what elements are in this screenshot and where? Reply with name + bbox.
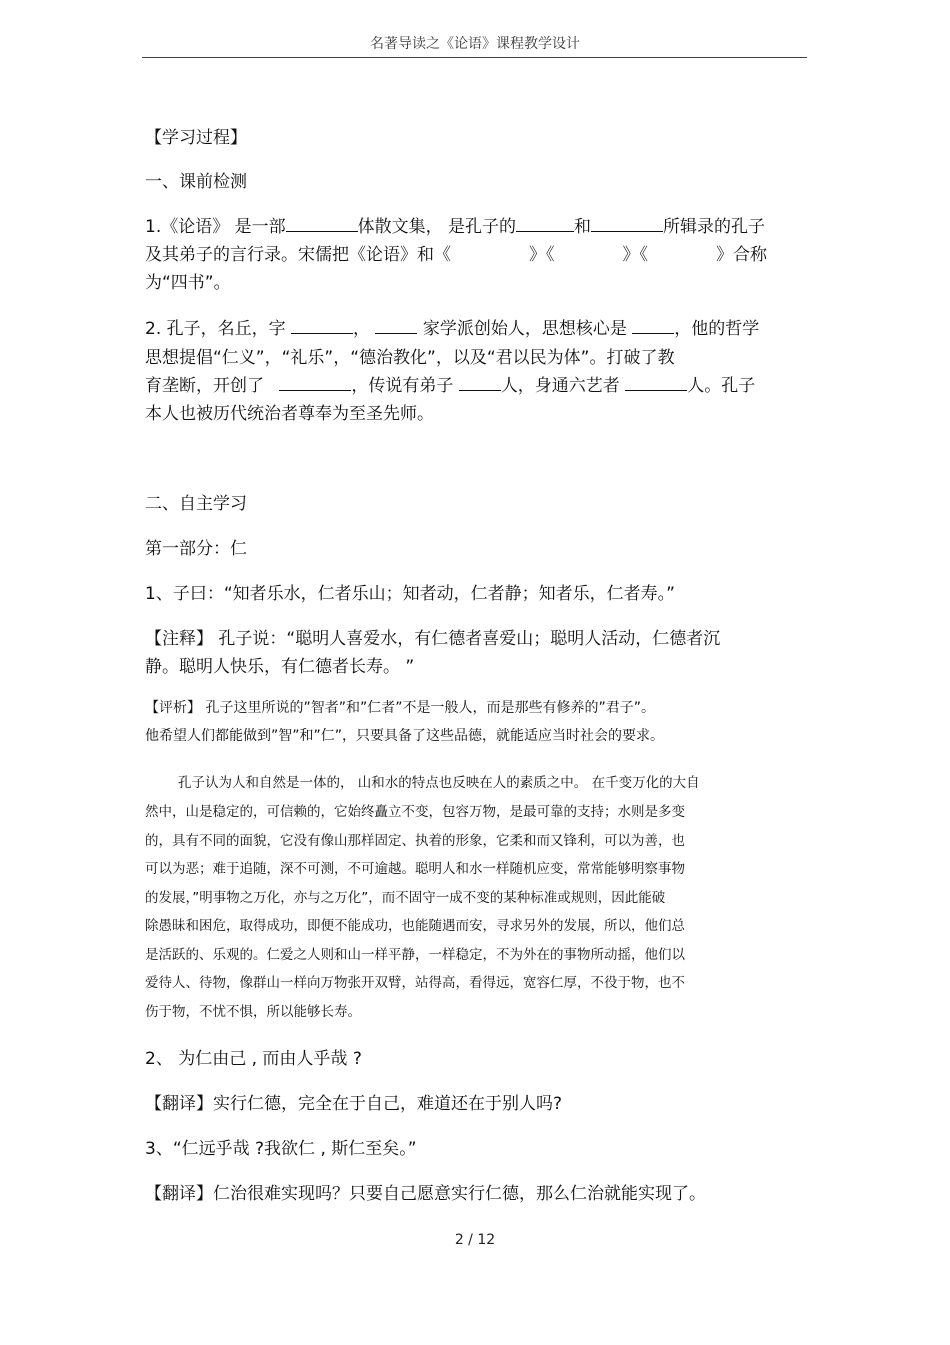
- q2-l3b: ，传说有弟子: [351, 376, 454, 396]
- q1-l2b: 》《: [529, 245, 555, 265]
- q2-line2: 思想提倡“仁义”，“礼乐”，“德治教化”，以及“君以民为体”。打破了教: [145, 348, 675, 368]
- q2-l3c: 人，身通六艺者: [500, 376, 620, 396]
- page-header-title: 名著导读之《论语》课程教学设计: [370, 36, 580, 52]
- q2-text-c: 家学派创始人，思想核心是: [422, 319, 627, 339]
- q2-l3a: 育垄断，开创了: [145, 376, 264, 396]
- page-number: 2 / 12: [454, 1232, 496, 1248]
- q1-l2-text: 及其弟子的言行录。宋儒把《论语》和《: [145, 245, 451, 265]
- para-line: 除愚昧和困危，取得成功，即便不能成功，也能随遇而安，寻求另外的发展，所以，他们总: [145, 918, 685, 934]
- section-learning-process: 【学习过程】: [145, 128, 247, 148]
- para-line: 爱待人、待物，像群山一样向万物张开双臂，站得高，看得远，宽容仁厚，不役于物，也不: [145, 975, 685, 991]
- para-line: 可以为恶；难于追随，深不可测，不可逾越。聪明人和水一样随机应变，常常能够明察事物: [145, 861, 685, 877]
- para-line: 是活跃的、乐观的。仁爱之人则和山一样平静，一样稳定，不为外在的事物所动摇，他们以: [145, 947, 685, 963]
- q1-line2: [145, 240, 767, 265]
- item1-quote: 1、子曰：“知者乐水，仁者乐山；知者动，仁者静；知者乐，仁者寿。”: [145, 584, 675, 604]
- q2-blank-3[interactable]: [632, 318, 674, 334]
- q2-l3d: 人。孔子: [687, 376, 756, 396]
- item2-translation: 【翻译】实行仁德，完全在于自己，难道还在于别人吗?: [145, 1094, 563, 1114]
- q1-text-a: 1.《论语》 是一部: [145, 217, 286, 237]
- para-line: 孔子认为人和自然是一体的， 山和水的特点也反映在人的素质之中。 在千变万化的大自: [178, 775, 700, 791]
- q1-text-d: 所辑录的孔子: [663, 217, 766, 237]
- para-line: 的，具有不同的面貌，它没有像山那样固定、执着的形象，它柔和而又锋利，可以为善，也: [145, 833, 685, 849]
- q1-line1: [145, 212, 765, 237]
- q2-line3: [145, 371, 755, 396]
- q1-l2c: 》《: [622, 245, 648, 265]
- item3-quote: 3、“仁远乎哉 ?我欲仁 , 斯仁至矣。”: [145, 1139, 417, 1159]
- comment-line2: 他希望人们都能做到”智”和”仁”，只要具备了这些品德，就能适应当时社会的要求。: [145, 728, 665, 744]
- para-line: 然中，山是稳定的，可信赖的，它始终矗立不变，包容万物，是最可靠的支持；水则是多变: [145, 804, 685, 820]
- header-divider: [142, 57, 807, 58]
- q2-text-b: ，: [353, 319, 371, 339]
- q1-blank-2[interactable]: [516, 216, 574, 232]
- q1-blank-3[interactable]: [591, 216, 663, 232]
- item2-quote: 2、 为仁由己 , 而由人乎哉 ?: [145, 1049, 362, 1069]
- note1-line1: 【注释】 孔子说：“聪明人喜爱水，有仁德者喜爱山；聪明人活动，仁德者沉: [145, 629, 721, 649]
- item3-translation: 【翻译】仁治很难实现吗？只要自己愿意实行仁德，那么仁治就能实现了。: [145, 1184, 706, 1204]
- para-line: 伤于物，不忧不惧，所以能够长寿。: [145, 1004, 361, 1020]
- section1-title: 一、课前检测: [145, 172, 247, 192]
- q1-text-c: 和: [574, 217, 592, 237]
- para-line: 的发展，”明事物之万化，亦与之万化”，而不固守一成不变的某种标准或规则，因此能破: [145, 890, 666, 906]
- comment-line1: 【评析】 孔子这里所说的”智者”和”仁者”不是一般人，而是那些有修养的”君子”。: [145, 700, 655, 716]
- q1-text-b: 体散文集， 是孔子的: [357, 217, 517, 237]
- q1-blank-1[interactable]: [286, 216, 358, 232]
- q2-blank-1[interactable]: [291, 318, 353, 334]
- q2-blank-6[interactable]: [625, 375, 687, 391]
- part1-title: 第一部分：仁: [145, 539, 247, 559]
- q2-blank-5[interactable]: [459, 375, 501, 391]
- q1-l2d: 》合称: [716, 245, 767, 265]
- section2-title: 二、自主学习: [145, 494, 247, 514]
- q2-blank-2[interactable]: [375, 318, 417, 334]
- q1-line3: 为“四书”。: [145, 273, 231, 293]
- q2-line4: 本人也被历代统治者尊奉为至圣先师。: [145, 404, 434, 424]
- q2-blank-4[interactable]: [279, 375, 351, 391]
- q2-line1: [145, 314, 759, 339]
- q2-text-d: ，他的哲学: [674, 319, 760, 339]
- q2-text-a: 2. 孔子，名丘，字: [145, 319, 286, 339]
- note1-line2: 静。聪明人快乐，有仁德者长寿。 ”: [145, 657, 415, 677]
